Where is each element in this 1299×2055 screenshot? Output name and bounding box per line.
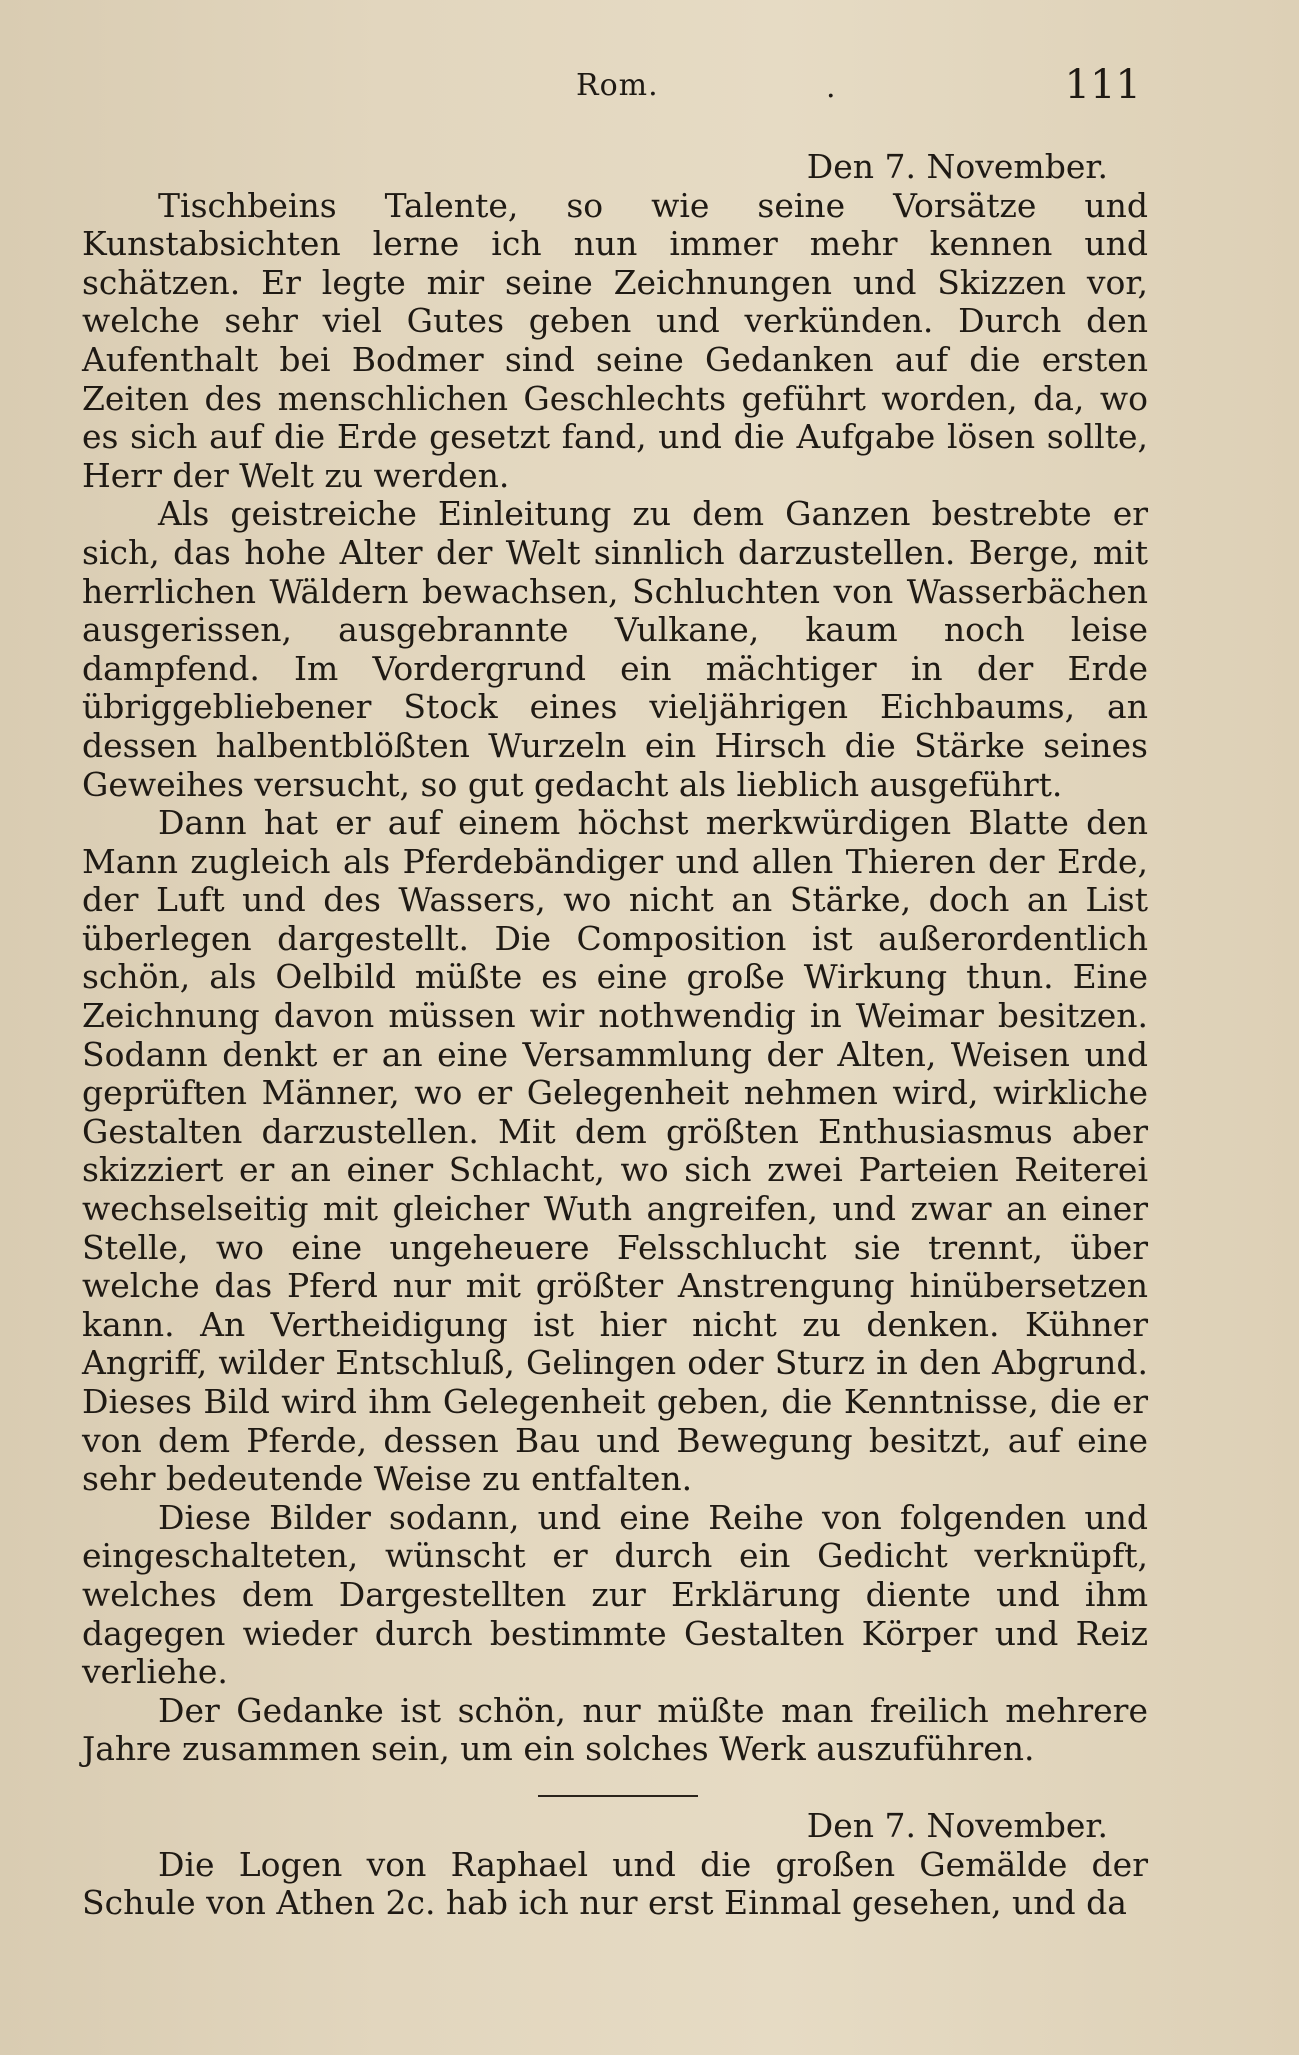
page-number: 111 [1064,62,1141,108]
paragraph: Tischbeins Talente, so wie seine Vorsätze und Kunstabsichten lerne ich nun immer mehr kennen und schätzen. Er legte mir seine Zeichnungen und Skizzen vor, welche sehr viel Gutes geben und verkünden. Durch den Aufenthalt bei Bodmer sind seine Gedanken auf die ersten Zeiten des menschlichen Geschlechts geführt worden, da, wo es sich auf die Erde gesetzt fand, und die Aufgabe lösen sollte, Herr der Welt zu werden. [82,185,1148,495]
paragraph: Der Gedanke ist schön, nur müßte man freilich mehrere Jahre zusammen sein, um ein solches Werk auszuführen. [82,1690,1148,1769]
running-head-title: Rom. [576,68,659,103]
entry-date: Den 7. November. [806,1805,1108,1845]
paragraph: Als geistreiche Einleitung zu dem Ganzen bestrebte er sich, das hohe Alter der Welt sinnlich darzustellen. Berge, mit herrlichen Wäldern bewachsen, Schluchten von Wasserbächen ausgerissen, ausgebrannte Vulkane, kaum noch leise dampfend. Im Vordergrund ein mächtiger in der Erde übriggebliebener Stock eines vieljährigen Eichbaums, an dessen halbentblößten Wurzeln ein Hirsch die Stärke seines Geweihes versucht, so gut gedacht als lieblich ausgeführt. [82,494,1148,804]
running-head [0,62,1299,112]
section-divider [538,1795,698,1797]
entry-date: Den 7. November. [806,147,1108,186]
paragraph: Diese Bilder sodann, und eine Reihe von folgenden und eingeschalteten, wünscht er durch ein Gedicht verknüpft, welches dem Dargestellten zur Erklärung diente und ihm dagegen wieder durch bestimmte Gestalten Körper und Reiz verliehe. [82,1497,1148,1692]
body-text [82,148,1148,1923]
running-head-separator: . [826,70,836,105]
paragraph: Dann hat er auf einem höchst merkwürdigen Blatte den Mann zugleich als Pferdebändiger und allen Thieren der Erde, der Luft und des Wassers, wo nicht an Stärke, doch an List überlegen dargestellt. Die Composition ist außerordentlich schön, als Oelbild müßte es eine große Wirkung thun. Eine Zeichnung davon müssen wir nothwendig in Weimar besitzen. Sodann denkt er an eine Versammlung der Alten, Weisen und geprüften Männer, wo er Gelegenheit nehmen wird, wirkliche Gestalten darzustellen. Mit dem größten Enthusiasmus aber skizziert er an einer Schlacht, wo sich zwei Parteien Reiterei wechselseitig mit gleicher Wuth angreifen, und zwar an einer Stelle, wo eine ungeheuere Felsschlucht sie trennt, über welche das Pferd nur mit größter Anstrengung hinübersetzen kann. An Vertheidigung ist hier nicht zu denken. Kühner Angriff, wilder Entschluß, Gelingen oder Sturz in den Abgrund. Dieses Bild wird ihm Gelegenheit geben, die Kenntnisse, die er von dem Pferde, dessen Bau und Bewegung besitzt, auf eine sehr bedeutende Weise zu entfalten. [82,803,1148,1499]
paragraph: Die Logen von Raphael und die großen Gemälde der Schule von Athen 2c. hab ich nur erst Einmal gesehen, und da [82,1844,1148,1923]
